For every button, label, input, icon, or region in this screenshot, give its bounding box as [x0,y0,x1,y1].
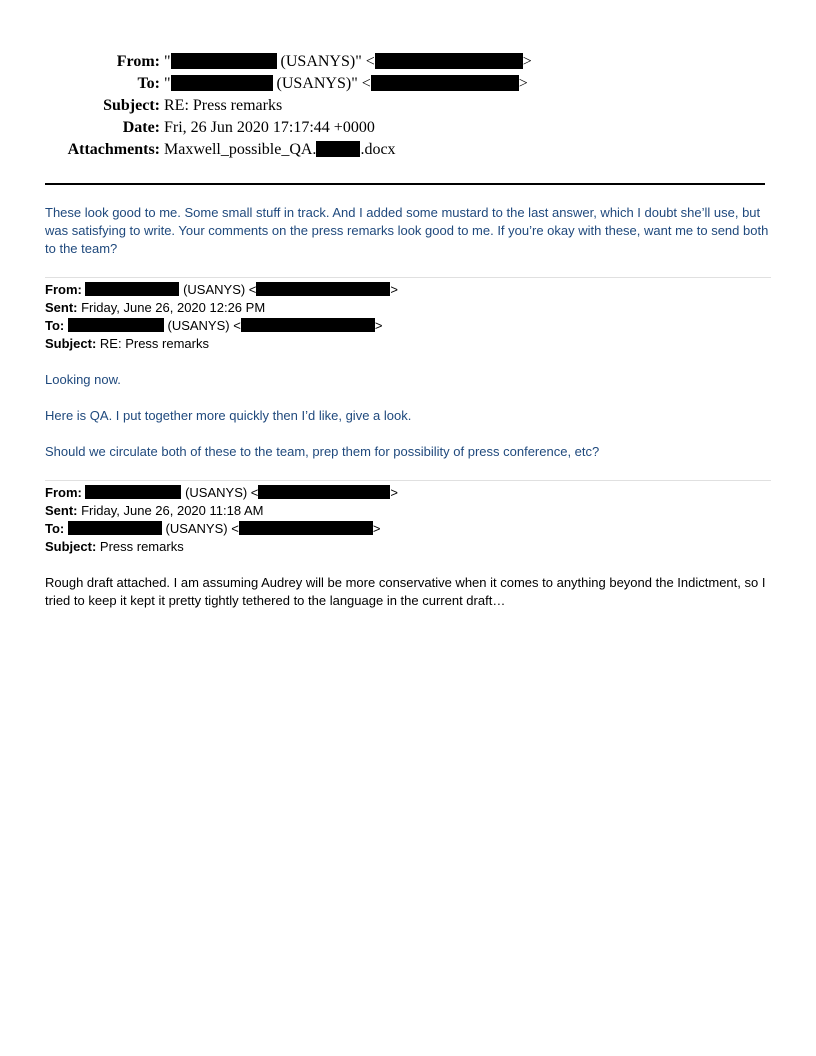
date-value: Fri, 26 Jun 2020 17:17:44 +0000 [164,119,375,136]
redaction [258,485,390,499]
redaction [68,521,162,535]
message3-subject: Subject: Press remarks [45,539,184,554]
redaction [375,53,523,69]
redaction [316,141,360,157]
redaction [371,75,519,91]
from-value: " (USANYS)" < > [164,53,532,70]
message3-from: From: (USANYS) < > [45,485,398,500]
redaction [241,318,375,332]
redaction [85,282,179,296]
message3-to: To: (USANYS) < > [45,521,381,536]
date-label: Date: [122,119,160,136]
redaction [85,485,181,499]
message2-body-line: Should we circulate both of these to the team, prep them for possibility of press conference, etc? [45,444,600,459]
to-label: To: [137,75,160,92]
message2-body-line: Here is QA. I put together more quickly then I’d like, give a look. [45,408,412,423]
message2-to: To: (USANYS) < > [45,318,383,333]
header-divider [45,183,765,185]
subject-value: RE: Press remarks [164,97,283,114]
message2-subject: Subject: RE: Press remarks [45,336,209,351]
message3-header [45,484,771,556]
subject-label: Subject: [103,97,160,114]
attachment-link[interactable]: Maxwell_possible_QA. .docx [164,141,396,158]
message2-header [45,281,771,353]
redaction [239,521,373,535]
attachments-label: Attachments: [67,141,160,158]
message2-from: From: (USANYS) < > [45,282,398,297]
email-header [0,51,816,161]
to-value: " (USANYS)" < > [164,75,528,92]
redaction [171,53,277,69]
redaction [171,75,273,91]
message3-body: Rough draft attached. I am assuming Audrey will be more conservative when it comes to anything beyond the Indictment, so I tried to keep it kept it pretty tightly tethered to the language in the current draft… [45,575,766,608]
message3-sent: Sent: Friday, June 26, 2020 11:18 AM [45,503,264,518]
redaction [256,282,390,296]
message2-sent: Sent: Friday, June 26, 2020 12:26 PM [45,300,266,315]
message-separator [45,480,771,481]
message2-body-line: Looking now. [45,372,121,387]
reply-body: These look good to me. Some small stuff in track. And I added some mustard to the last answer, which I doubt she’ll use, but was satisfying to write. Your comments on the press remarks look good to me. If you’re okay with these, want me to send both to the team? [45,205,769,256]
redaction [68,318,164,332]
message-separator [45,277,771,278]
from-label: From: [116,53,160,70]
